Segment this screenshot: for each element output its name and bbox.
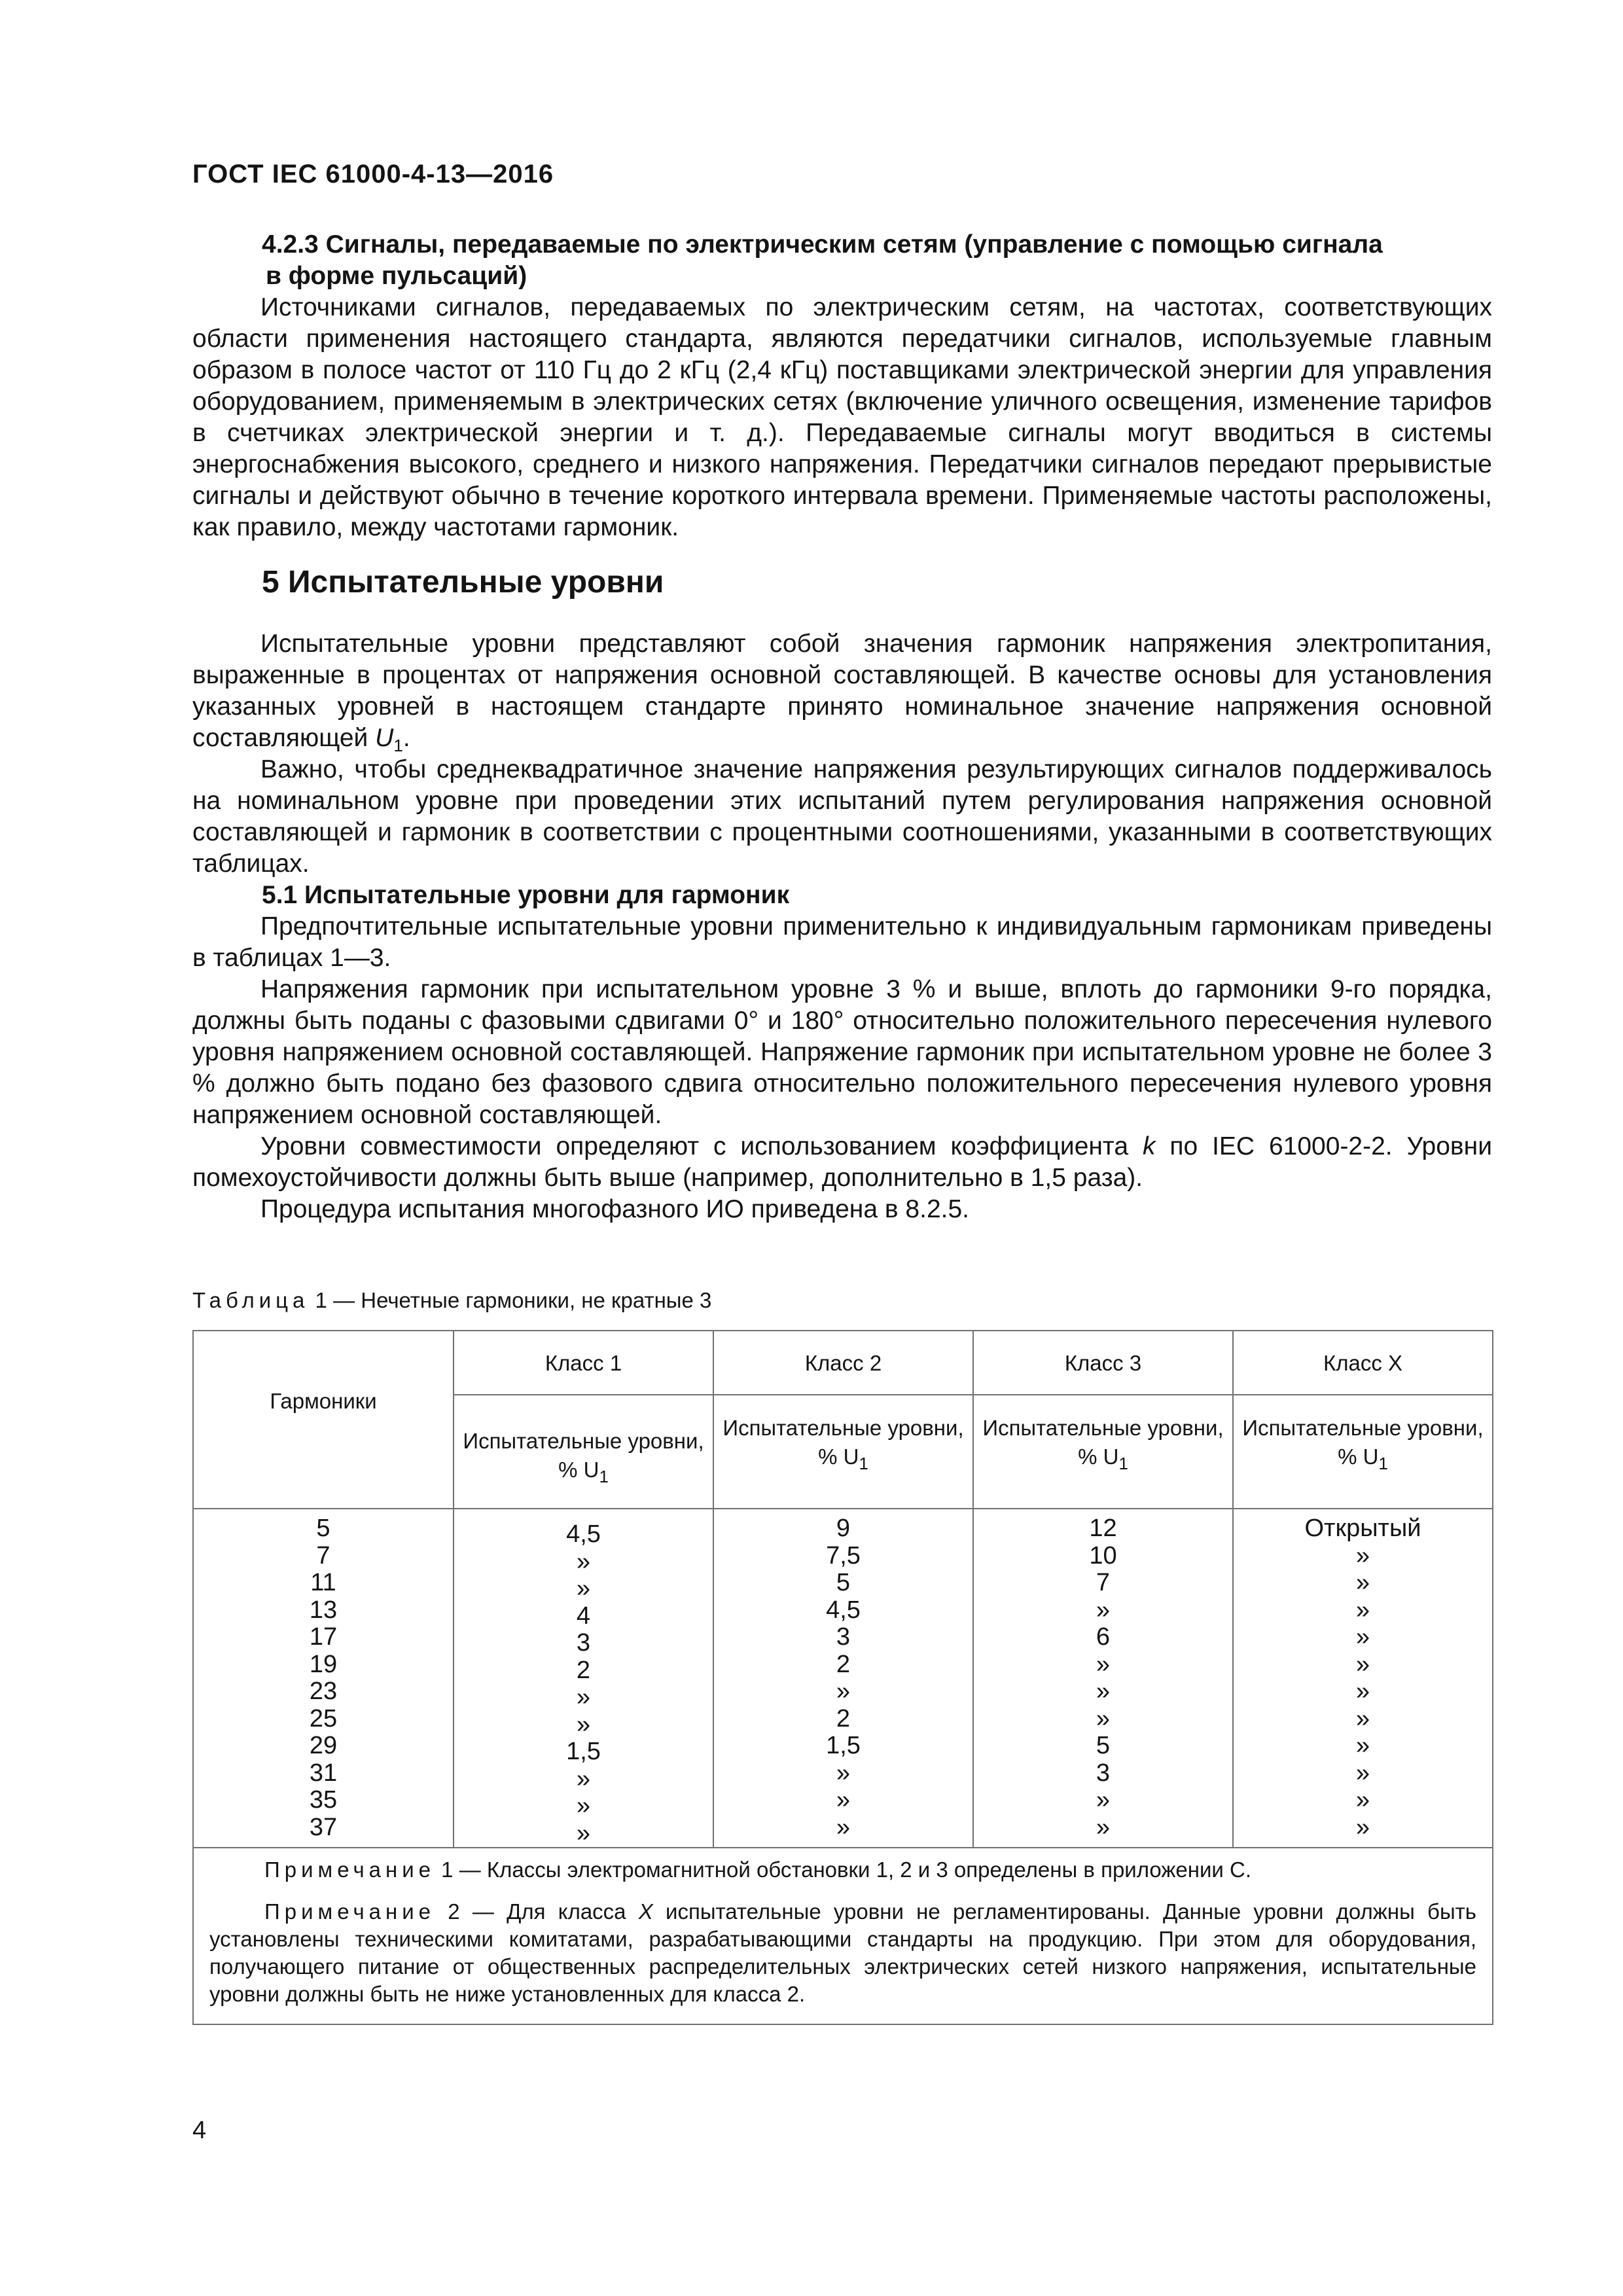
section-5-1-paragraph-3 [192,1131,1492,1194]
table-note-2 [209,1898,1476,2008]
level-unit-text: % U [1078,1444,1119,1469]
class-3-level-header [973,1395,1233,1509]
class-1-level-header [454,1395,713,1509]
table-cell-value: » [1355,1541,1370,1570]
table-cell-value: 5 [836,1569,851,1596]
table-cell-value: » [836,1786,851,1814]
table-cell-value: 4 [576,1602,591,1630]
table-cell-value: 3 [1096,1759,1111,1787]
table-cell-value: 2 [836,1650,851,1678]
table-cell-value: 29 [309,1732,338,1759]
note-2-class-symbol: X [638,1899,653,1924]
table-cell-value: » [1355,1732,1370,1759]
table-cell-value: » [1096,1704,1111,1732]
table-cell-value: 3 [836,1623,851,1651]
section-5-1-paragraph-4: Процедура испытания многофазного ИО приведена в 8.2.5. [260,1195,969,1223]
class-1-header: Класс 1 [454,1331,713,1395]
level-unit-sub: 1 [1378,1454,1388,1473]
table-cell-value: 23 [309,1677,338,1705]
table-cell-value: 25 [309,1704,338,1732]
table-cell-value: 35 [309,1786,338,1814]
page-content [192,229,1492,1225]
table-cell-value: 7 [316,1541,330,1570]
level-unit [974,1443,1232,1471]
table-cell-value: » [836,1813,851,1841]
class-2-header: Класс 2 [713,1331,973,1395]
table-notes-cell [193,1848,1493,2024]
table-1 [192,1330,1493,2025]
note-2-text-start: 2 — Для класса [448,1899,626,1924]
table-cell-value: » [576,1710,591,1738]
section-4-2-3-title-line2: в форме пульсаций) [266,262,527,290]
table-notes-row [193,1848,1493,2024]
table-cell-value: 2 [836,1704,851,1732]
harmonics-values-cell [193,1509,454,1848]
table-cell-value: 6 [1096,1623,1111,1651]
table-cell-value: » [1096,1650,1111,1678]
note-2-text-end: испытательные уровни не регламентированы. Данные уровни должны быть установлены техническими комитатами, разрабатывающими стандарты на продукцию. При этом для оборудования, получающего питание от общественных распределительных электрических сетей низкого напряжения, испытательные уровни должны быть не ниже установленных для класса 2. [209,1899,1476,2006]
table-cell-value: 4,5 [826,1596,861,1624]
table-cell-value: 12 [1089,1515,1117,1542]
table-cell-value: 19 [309,1650,338,1678]
table-cell-value: » [576,1575,591,1602]
table-cell-value: 1,5 [826,1732,861,1759]
table-cell-value: 11 [310,1569,336,1596]
table-cell-value: 7,5 [826,1541,861,1570]
note-1-text: 1 — Классы электромагнитной обстановки 1, 2 и 3 определены в приложении С. [435,1857,1252,1882]
table-cell-value: » [1355,1786,1370,1814]
class-3-header: Класс 3 [973,1331,1233,1395]
section-5-1-paragraph-2: Напряжения гармоник при испытательном уровне 3 % и выше, вплоть до гармоники 9-го порядка, должны быть поданы с фазовыми сдвигами 0° и 180° относительно положительного пересечения нулевого уровня напряжением основной составляющей. Напряжение гармоник при испытательном уровне не более 3 % должно быть подано без фазового сдвига относительно положительного пересечения нулевого уровня напряжением основной составляющей. [192,975,1492,1129]
harmonics-column-header: Гармоники [193,1331,454,1509]
level-unit-sub: 1 [859,1454,868,1473]
table-header-row [193,1331,1493,1395]
section-5-1-paragraph-3-start: Уровни совместимости определяют с использованием коэффициента [260,1132,1129,1160]
table-note-1 [209,1856,1476,1884]
class-x-values-cell [1233,1509,1493,1848]
level-label: Испытательные уровни, [722,1416,964,1440]
level-unit-sub: 1 [1118,1454,1128,1473]
section-5-paragraph-1-text: Испытательные уровни представляют собой значения гармоник напряжения электропитания, выраженные в процентах от напряжения основной составляющей. В качестве основы для установления указанных уровней в настоящем стандарте принято номинальное значение напряжения основной составляющей [192,630,1492,752]
class-x-level-header [1233,1395,1493,1509]
table-cell-value: » [576,1547,591,1575]
level-unit [1234,1443,1492,1471]
class-2-level-header [713,1395,973,1509]
table-cell-value: » [1355,1596,1370,1624]
table-cell-value: 13 [309,1596,338,1624]
table-cell-value: 3 [576,1629,591,1657]
level-label: Испытательные уровни, [982,1416,1224,1440]
table-cell-value: » [576,1819,591,1847]
section-4-2-3-title-line1: 4.2.3 Сигналы, передаваемые по электрическим сетям (управление с помощью сигнала [262,230,1383,259]
table-cell-value: » [1096,1813,1111,1841]
table-cell-value: 31 [309,1759,338,1787]
page-number: 4 [192,2117,207,2144]
level-unit [714,1443,972,1471]
table-cell-value: » [1355,1623,1370,1651]
table-data-row [193,1509,1493,1848]
level-unit-text: % U [1338,1444,1379,1469]
table-cell-value: » [1355,1813,1370,1841]
level-unit-text: % U [818,1444,859,1469]
table-cell-value: 2 [576,1656,591,1684]
table-cell-value: » [1355,1569,1370,1596]
class-1-values-cell [454,1509,713,1848]
coefficient-symbol: k [1142,1132,1156,1160]
table-cell-value: » [836,1759,851,1787]
level-label: Испытательные уровни, [1242,1416,1484,1440]
table-cell-value: » [1096,1786,1111,1814]
section-5-paragraph-2: Важно, чтобы среднеквадратичное значение напряжения результирующих сигналов поддерживалось на номинальном уровне при проведении этих испытаний путем регулирования напряжения основной составляющей и гармоник в соответствии с процентными соотношениями, указанными в соответствующих таблицах. [192,755,1492,878]
table-1-caption-text: 1 — Нечетные гармоники, не кратные 3 [309,1288,712,1312]
table-cell-value: » [1355,1759,1370,1787]
table-cell-value: Открытый [1304,1515,1421,1542]
table-cell-value: 5 [316,1515,330,1542]
table-cell-value: 17 [309,1623,338,1651]
table-cell-value: » [1355,1677,1370,1705]
table-cell-value: 7 [1096,1569,1111,1596]
section-5-paragraph-1-end: . [402,724,410,752]
document-header: ГОСТ IEC 61000-4-13—2016 [192,160,554,188]
section-4-2-3-paragraph: Источниками сигналов, передаваемых по электрическим сетям, на частотах, соответствующих области применения настоящего стандарта, являются передатчики сигналов, используемые главным образом в полосе частот от 110 Гц до 2 кГц (2,4 кГц) поставщиками электрической энергии для управления оборудованием, применяемым в электрических сетях (включение уличного освещения, изменение тарифов в счетчиках электрической энергии и т. д.). Передаваемые сигналы могут вводиться в системы энергоснабжения высокого, среднего и низкого напряжения. Передатчики сигналов передают прерывистые сигналы и действуют обычно в течение короткого интервала времени. Применяемые частоты расположены, как правило, между частотами гармоник. [192,293,1492,541]
section-5-1-paragraph-3-end: по IEC 61000-2-2. Уровни помехоустойчивости должны быть выше (например, дополнительно в 1,5 раза). [192,1132,1492,1192]
section-5-1-title: 5.1 Испытательные уровни для гармоник [262,881,790,909]
table-cell-value: » [576,1792,591,1820]
section-5-title: 5 Испытательные уровни [262,565,664,600]
section-5-1-paragraph-1: Предпочтительные испытательные уровни применительно к индивидуальным гармоникам приведены в таблицах 1—3. [192,912,1492,972]
table-cell-value: » [1355,1650,1370,1678]
level-unit-text: % U [558,1458,599,1482]
table-cell-value: 1,5 [566,1738,601,1765]
note-1-label: Примечание [264,1857,436,1882]
table-cell-value: » [576,1683,591,1711]
level-label: Испытательные уровни, [463,1429,704,1453]
voltage-symbol-subscript: 1 [393,736,403,755]
table-cell-value: 37 [309,1813,338,1841]
section-4-2-3-title [192,229,1492,292]
class-3-values-cell [973,1509,1233,1848]
table-cell-value: 4,5 [566,1520,601,1548]
note-2-label: Примечание [264,1899,436,1924]
table-cell-value: » [1096,1677,1111,1705]
table-cell-value: » [836,1677,851,1705]
class-x-header: Класс X [1233,1331,1493,1395]
level-unit [454,1456,713,1484]
table-1-caption [192,1288,711,1313]
table-cell-value: 5 [1096,1732,1111,1759]
voltage-symbol: U [375,724,394,752]
table-cell-value: 9 [836,1515,851,1542]
table-cell-value: » [1355,1704,1370,1732]
table-cell-value: » [576,1765,591,1793]
section-5-paragraph-1 [192,628,1492,754]
table-cell-value: 10 [1089,1541,1117,1570]
table-1-caption-label: Таблица [192,1288,310,1312]
level-unit-sub: 1 [599,1467,609,1486]
class-2-values-cell [713,1509,973,1848]
table-cell-value: » [1096,1596,1111,1624]
